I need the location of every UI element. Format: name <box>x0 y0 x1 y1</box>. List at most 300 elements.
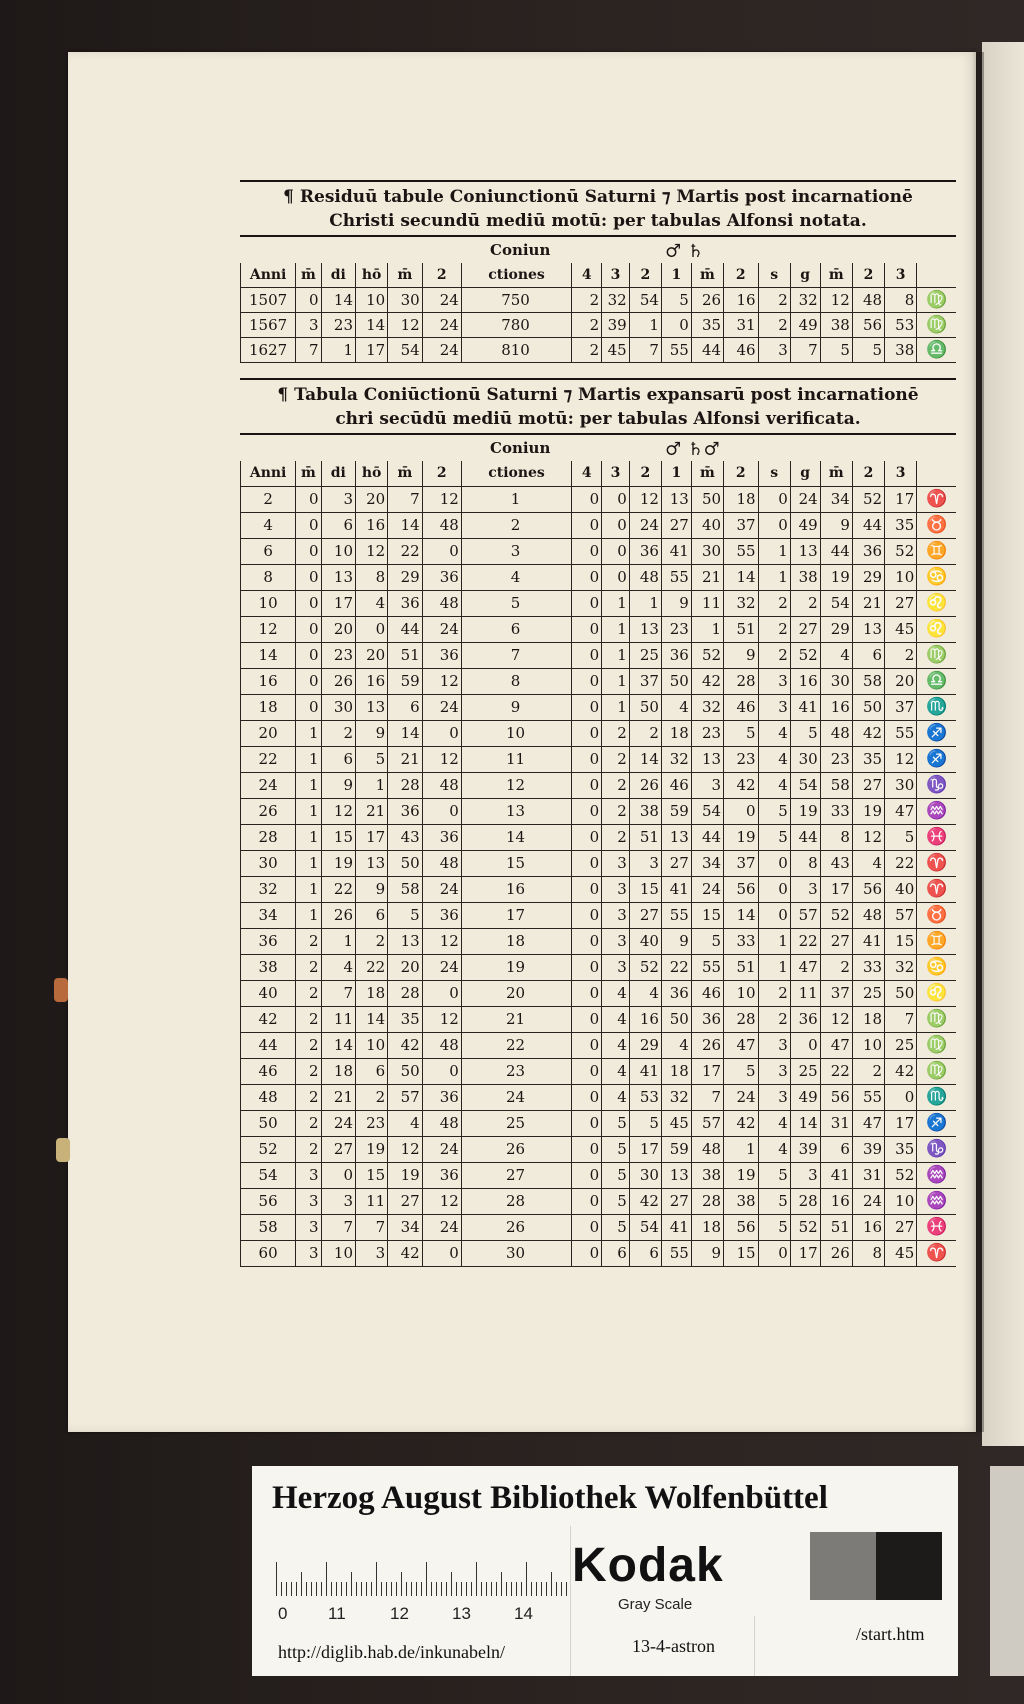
conjunction-number-cell: 10 <box>461 721 571 747</box>
value-cell: 14 <box>356 313 388 338</box>
value-cell: 51 <box>820 1215 852 1241</box>
value-cell: 15 <box>356 1163 388 1189</box>
value-cell: 2 <box>820 955 852 981</box>
value-cell: 3 <box>602 851 630 877</box>
ruler-tick <box>506 1582 507 1596</box>
value-cell: 22 <box>321 877 356 903</box>
zodiac-sign-cell: ♈ <box>917 851 956 877</box>
value-cell: 58 <box>388 877 423 903</box>
value-cell: 13 <box>321 565 356 591</box>
value-cell: 23 <box>820 747 852 773</box>
value-cell: 55 <box>724 539 759 565</box>
year-cell: 2 <box>241 487 296 513</box>
value-cell: 2 <box>758 1007 790 1033</box>
value-cell: 42 <box>388 1033 423 1059</box>
value-cell: 2 <box>296 1033 321 1059</box>
value-cell: 13 <box>852 617 884 643</box>
value-cell: 13 <box>388 929 423 955</box>
ruler-tick <box>531 1582 532 1596</box>
value-cell: 20 <box>321 617 356 643</box>
value-cell: 42 <box>388 1241 423 1267</box>
value-cell: 3 <box>602 929 630 955</box>
conjunction-number-cell: 16 <box>461 877 571 903</box>
value-cell: 0 <box>661 313 691 338</box>
value-cell: 12 <box>852 825 884 851</box>
ruler-tick <box>501 1572 502 1596</box>
value-cell: 54 <box>691 799 723 825</box>
value-cell: 36 <box>388 591 423 617</box>
bookmark-tab <box>54 978 68 1002</box>
year-cell: 12 <box>241 617 296 643</box>
value-cell: 38 <box>691 1163 723 1189</box>
value-cell: 1 <box>602 617 630 643</box>
ruler-tick <box>321 1582 322 1596</box>
conjunction-number-cell: 780 <box>461 313 571 338</box>
value-cell: 19 <box>321 851 356 877</box>
value-cell: 44 <box>852 513 884 539</box>
ruler-tick <box>546 1582 547 1596</box>
year-cell: 46 <box>241 1059 296 1085</box>
value-cell: 39 <box>852 1137 884 1163</box>
zodiac-sign-cell: ♊ <box>917 929 956 955</box>
table1-title-2: Christi secundū mediū motū: per tabulas Alfonsi notata. <box>329 211 867 231</box>
value-cell: 27 <box>885 1215 917 1241</box>
value-cell: 32 <box>661 747 691 773</box>
value-cell: 58 <box>852 669 884 695</box>
value-cell: 17 <box>790 1241 820 1267</box>
value-cell: 44 <box>820 539 852 565</box>
value-cell: 49 <box>790 1085 820 1111</box>
value-cell: 48 <box>422 1033 461 1059</box>
value-cell: 41 <box>790 695 820 721</box>
conjunction-number-cell: 810 <box>461 338 571 363</box>
value-cell: 8 <box>356 565 388 591</box>
value-cell: 7 <box>388 487 423 513</box>
value-cell: 16 <box>852 1215 884 1241</box>
value-cell: 48 <box>422 1111 461 1137</box>
year-cell: 26 <box>241 799 296 825</box>
value-cell: 2 <box>758 981 790 1007</box>
value-cell: 23 <box>321 313 356 338</box>
value-cell: 2 <box>602 799 630 825</box>
value-cell: 1 <box>296 747 321 773</box>
ruler-tick <box>306 1582 307 1596</box>
value-cell: 38 <box>724 1189 759 1215</box>
ruler-tick <box>536 1582 537 1596</box>
table-row <box>241 487 957 513</box>
table-row <box>241 903 957 929</box>
value-cell: 8 <box>885 288 917 313</box>
value-cell: 36 <box>661 643 691 669</box>
value-cell: 38 <box>790 565 820 591</box>
value-cell: 0 <box>572 617 602 643</box>
value-cell: 14 <box>356 1007 388 1033</box>
table-row <box>241 1111 957 1137</box>
value-cell: 37 <box>724 851 759 877</box>
value-cell: 20 <box>388 955 423 981</box>
value-cell: 4 <box>629 981 661 1007</box>
zodiac-sign-cell: ♐ <box>917 747 956 773</box>
zodiac-sign-cell: ♍ <box>917 643 956 669</box>
value-cell: 29 <box>629 1033 661 1059</box>
value-cell: 41 <box>852 929 884 955</box>
value-cell: 11 <box>691 591 723 617</box>
value-cell: 5 <box>629 1111 661 1137</box>
value-cell: 0 <box>572 1163 602 1189</box>
value-cell: 3 <box>296 313 321 338</box>
value-cell: 59 <box>661 799 691 825</box>
value-cell: 2 <box>602 721 630 747</box>
value-cell: 3 <box>321 1189 356 1215</box>
value-cell: 4 <box>602 1007 630 1033</box>
value-cell: 5 <box>724 721 759 747</box>
value-cell: 7 <box>321 981 356 1007</box>
value-cell: 10 <box>885 565 917 591</box>
year-cell: 56 <box>241 1189 296 1215</box>
column-header: 1 <box>661 461 691 487</box>
value-cell: 6 <box>356 1059 388 1085</box>
value-cell: 3 <box>629 851 661 877</box>
value-cell: 34 <box>691 851 723 877</box>
value-cell: 37 <box>820 981 852 1007</box>
value-cell: 43 <box>388 825 423 851</box>
value-cell: 50 <box>852 695 884 721</box>
zodiac-sign-cell: ♍ <box>917 313 956 338</box>
value-cell: 0 <box>572 643 602 669</box>
value-cell: 55 <box>661 565 691 591</box>
value-cell: 17 <box>885 487 917 513</box>
table-row <box>241 1163 957 1189</box>
value-cell: 2 <box>758 313 790 338</box>
value-cell: 13 <box>356 695 388 721</box>
ruler <box>276 1552 566 1596</box>
value-cell: 2 <box>356 1085 388 1111</box>
zodiac-sign-cell: ♒ <box>917 1163 956 1189</box>
year-cell: 22 <box>241 747 296 773</box>
column-header: 3 <box>602 263 630 288</box>
value-cell: 38 <box>629 799 661 825</box>
ruler-tick <box>561 1582 562 1596</box>
value-cell: 5 <box>758 799 790 825</box>
conjunction-number-cell: 3 <box>461 539 571 565</box>
value-cell: 5 <box>758 1215 790 1241</box>
value-cell: 0 <box>422 799 461 825</box>
conjunction-number-cell: 5 <box>461 591 571 617</box>
ruler-tick <box>356 1582 357 1596</box>
value-cell: 0 <box>602 539 630 565</box>
value-cell: 46 <box>661 773 691 799</box>
zodiac-sign-cell: ♑ <box>917 1137 956 1163</box>
value-cell: 12 <box>356 539 388 565</box>
ruler-tick <box>481 1582 482 1596</box>
ruler-tick <box>341 1582 342 1596</box>
value-cell: 50 <box>691 487 723 513</box>
ruler-tick <box>491 1582 492 1596</box>
value-cell: 8 <box>790 851 820 877</box>
value-cell: 46 <box>691 981 723 1007</box>
value-cell: 3 <box>758 1059 790 1085</box>
value-cell: 0 <box>422 721 461 747</box>
value-cell: 17 <box>820 877 852 903</box>
value-cell: 10 <box>321 539 356 565</box>
value-cell: 30 <box>790 747 820 773</box>
column-header: 3 <box>602 461 630 487</box>
spine-shadow <box>972 52 984 1432</box>
conjunction-number-cell: 13 <box>461 799 571 825</box>
value-cell: 3 <box>296 1241 321 1267</box>
ruler-tick <box>351 1572 352 1596</box>
value-cell: 9 <box>724 643 759 669</box>
value-cell: 35 <box>691 313 723 338</box>
value-cell: 41 <box>661 877 691 903</box>
table2-title-2: chri secūdū mediū motū: per tabulas Alfonsi verificata. <box>335 409 861 429</box>
value-cell: 22 <box>790 929 820 955</box>
value-cell: 2 <box>602 825 630 851</box>
value-cell: 5 <box>790 721 820 747</box>
zodiac-sign-cell: ♏ <box>917 1085 956 1111</box>
ruler-tick <box>486 1582 487 1596</box>
value-cell: 19 <box>790 799 820 825</box>
value-cell: 4 <box>758 1137 790 1163</box>
conjunction-number-cell: 750 <box>461 288 571 313</box>
value-cell: 19 <box>820 565 852 591</box>
value-cell: 52 <box>790 1215 820 1241</box>
value-cell: 52 <box>820 903 852 929</box>
conjunction-number-cell: 12 <box>461 773 571 799</box>
value-cell: 42 <box>629 1189 661 1215</box>
value-cell: 23 <box>724 747 759 773</box>
value-cell: 21 <box>691 565 723 591</box>
column-header: m̄ <box>296 263 321 288</box>
value-cell: 12 <box>422 1189 461 1215</box>
value-cell: 42 <box>724 773 759 799</box>
ruler-tick <box>511 1582 512 1596</box>
value-cell: 25 <box>852 981 884 1007</box>
value-cell: 4 <box>758 721 790 747</box>
ruler-tick <box>381 1582 382 1596</box>
conjunction-number-cell: 21 <box>461 1007 571 1033</box>
value-cell: 26 <box>691 288 723 313</box>
value-cell: 0 <box>296 539 321 565</box>
column-header: m̄ <box>296 461 321 487</box>
table-row <box>241 1215 957 1241</box>
ruler-tick <box>291 1582 292 1596</box>
value-cell: 29 <box>388 565 423 591</box>
value-cell: 2 <box>790 591 820 617</box>
value-cell: 14 <box>388 513 423 539</box>
ruler-tick <box>466 1582 467 1596</box>
value-cell: 44 <box>790 825 820 851</box>
value-cell: 16 <box>356 669 388 695</box>
value-cell: 6 <box>820 1137 852 1163</box>
column-header: ctiones <box>461 461 571 487</box>
value-cell: 39 <box>602 313 630 338</box>
value-cell: 18 <box>661 1059 691 1085</box>
ruler-tick <box>496 1582 497 1596</box>
value-cell: 0 <box>758 1241 790 1267</box>
library-url[interactable]: http://diglib.hab.de/inkunabeln/ <box>278 1642 505 1662</box>
ruler-tick <box>416 1582 417 1596</box>
value-cell: 26 <box>321 669 356 695</box>
conjunction-number-cell: 17 <box>461 903 571 929</box>
value-cell: 1 <box>758 929 790 955</box>
column-header: 4 <box>572 461 602 487</box>
value-cell: 0 <box>602 513 630 539</box>
value-cell: 4 <box>758 773 790 799</box>
value-cell: 0 <box>572 487 602 513</box>
ruler-tick <box>471 1582 472 1596</box>
value-cell: 10 <box>724 981 759 1007</box>
value-cell: 52 <box>790 643 820 669</box>
value-cell: 50 <box>629 695 661 721</box>
value-cell: 50 <box>661 669 691 695</box>
value-cell: 47 <box>885 799 917 825</box>
value-cell: 36 <box>661 981 691 1007</box>
value-cell: 14 <box>629 747 661 773</box>
value-cell: 42 <box>691 669 723 695</box>
zodiac-sign-cell: ♎ <box>917 669 956 695</box>
value-cell: 2 <box>572 288 602 313</box>
value-cell: 58 <box>820 773 852 799</box>
ruler-tick <box>336 1582 337 1596</box>
zodiac-sign-cell: ♍ <box>917 1007 956 1033</box>
ruler-number: 14 <box>514 1604 533 1623</box>
value-cell: 15 <box>724 1241 759 1267</box>
facing-page-edge <box>982 42 1024 1446</box>
value-cell: 48 <box>422 851 461 877</box>
table-row <box>241 565 957 591</box>
value-cell: 26 <box>321 903 356 929</box>
value-cell: 32 <box>790 288 820 313</box>
value-cell: 47 <box>724 1033 759 1059</box>
value-cell: 53 <box>885 313 917 338</box>
start-link[interactable]: /start.htm <box>856 1624 925 1644</box>
conjunction-number-cell: 27 <box>461 1163 571 1189</box>
conjunction-number-cell: 26 <box>461 1137 571 1163</box>
value-cell: 1 <box>691 617 723 643</box>
value-cell: 0 <box>296 695 321 721</box>
value-cell: 4 <box>602 1059 630 1085</box>
zodiac-sign-cell: ♎ <box>917 338 956 363</box>
value-cell: 3 <box>691 773 723 799</box>
value-cell: 0 <box>422 981 461 1007</box>
value-cell: 0 <box>602 565 630 591</box>
value-cell: 54 <box>820 591 852 617</box>
value-cell: 39 <box>790 1137 820 1163</box>
value-cell: 0 <box>758 513 790 539</box>
value-cell: 28 <box>388 981 423 1007</box>
value-cell: 5 <box>758 1189 790 1215</box>
ruler-tick <box>431 1582 432 1596</box>
value-cell: 23 <box>356 1111 388 1137</box>
column-header: m̄ <box>691 461 723 487</box>
value-cell: 45 <box>661 1111 691 1137</box>
value-cell: 5 <box>602 1215 630 1241</box>
year-cell: 28 <box>241 825 296 851</box>
value-cell: 40 <box>691 513 723 539</box>
value-cell: 24 <box>422 288 461 313</box>
value-cell: 37 <box>629 669 661 695</box>
value-cell: 57 <box>691 1111 723 1137</box>
value-cell: 16 <box>820 695 852 721</box>
value-cell: 2 <box>296 1059 321 1085</box>
value-cell: 48 <box>852 288 884 313</box>
value-cell: 42 <box>852 721 884 747</box>
value-cell: 35 <box>852 747 884 773</box>
value-cell: 0 <box>572 877 602 903</box>
value-cell: 2 <box>572 338 602 363</box>
value-cell: 22 <box>885 851 917 877</box>
ruler-tick <box>456 1582 457 1596</box>
value-cell: 47 <box>790 955 820 981</box>
value-cell: 2 <box>296 981 321 1007</box>
gray-patch <box>810 1532 876 1600</box>
value-cell: 27 <box>661 851 691 877</box>
value-cell: 0 <box>572 1033 602 1059</box>
column-header: 2 <box>422 263 461 288</box>
ruler-tick <box>411 1582 412 1596</box>
value-cell: 51 <box>388 643 423 669</box>
value-cell: 9 <box>356 721 388 747</box>
zodiac-sign-cell: ♊ <box>917 539 956 565</box>
value-cell: 56 <box>820 1085 852 1111</box>
value-cell: 18 <box>661 721 691 747</box>
zodiac-sign-cell: ♌ <box>917 981 956 1007</box>
value-cell: 17 <box>885 1111 917 1137</box>
column-header: Anni <box>241 263 296 288</box>
value-cell: 2 <box>885 643 917 669</box>
column-header: 3 <box>885 263 917 288</box>
column-header: hō <box>356 461 388 487</box>
value-cell: 0 <box>758 487 790 513</box>
value-cell: 15 <box>885 929 917 955</box>
value-cell: 3 <box>758 695 790 721</box>
value-cell: 6 <box>852 643 884 669</box>
value-cell: 1 <box>321 338 356 363</box>
value-cell: 36 <box>790 1007 820 1033</box>
column-header: Anni <box>241 461 296 487</box>
value-cell: 0 <box>321 1163 356 1189</box>
value-cell: 51 <box>629 825 661 851</box>
column-header: 3 <box>885 461 917 487</box>
table1-group-header <box>240 239 956 263</box>
table-row <box>241 1033 957 1059</box>
value-cell: 4 <box>602 1085 630 1111</box>
value-cell: 1 <box>629 313 661 338</box>
ruler-tick <box>311 1582 312 1596</box>
value-cell: 38 <box>820 313 852 338</box>
value-cell: 28 <box>724 1007 759 1033</box>
value-cell: 0 <box>572 1007 602 1033</box>
value-cell: 0 <box>758 851 790 877</box>
value-cell: 10 <box>356 288 388 313</box>
zodiac-sign-cell: ♓ <box>917 825 956 851</box>
value-cell: 15 <box>321 825 356 851</box>
zodiac-sign-cell: ♍ <box>917 288 956 313</box>
value-cell: 19 <box>852 799 884 825</box>
black-patch <box>876 1532 942 1600</box>
ruler-numbers <box>276 1604 566 1626</box>
value-cell: 0 <box>572 955 602 981</box>
table-row <box>241 929 957 955</box>
zodiac-sign-cell: ♒ <box>917 799 956 825</box>
column-header: 2 <box>852 263 884 288</box>
value-cell: 12 <box>388 1137 423 1163</box>
value-cell: 29 <box>852 565 884 591</box>
value-cell: 56 <box>724 877 759 903</box>
value-cell: 48 <box>820 721 852 747</box>
value-cell: 18 <box>321 1059 356 1085</box>
